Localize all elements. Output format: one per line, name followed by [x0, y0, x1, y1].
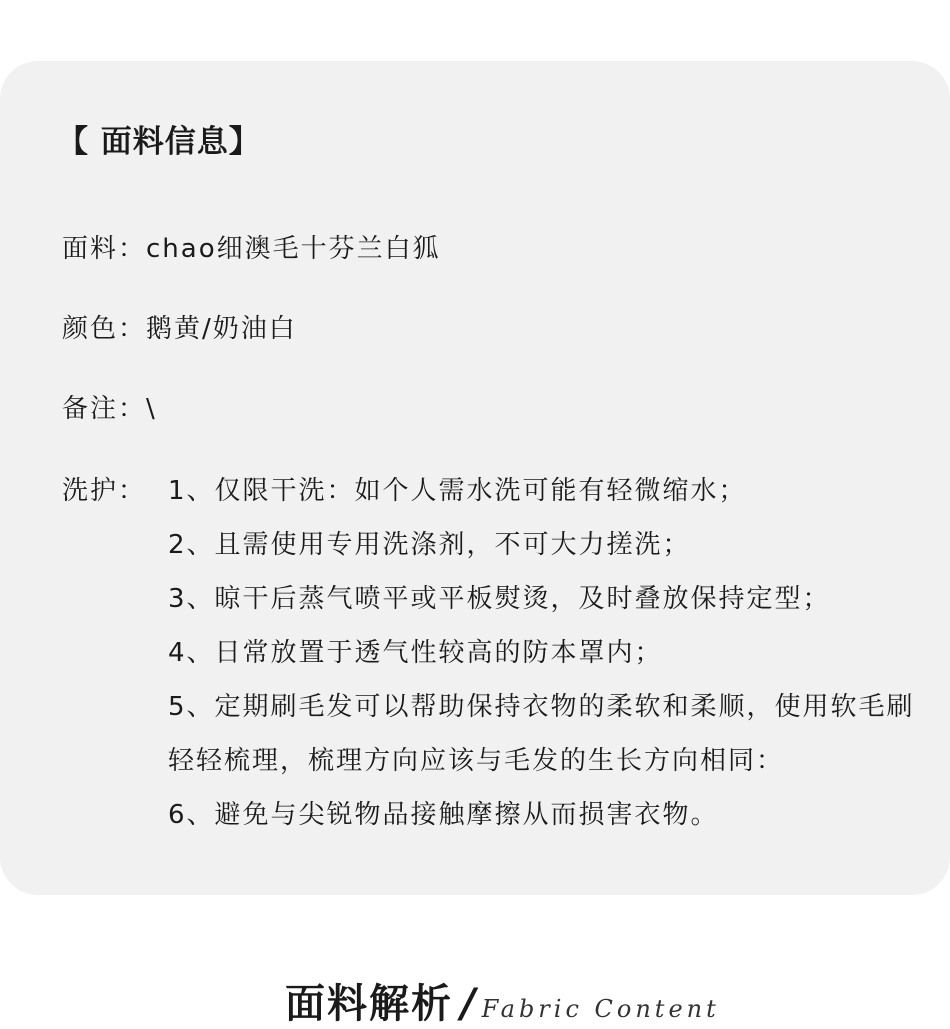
note-value: \: [146, 394, 157, 424]
color-label: 颜色：: [62, 314, 147, 344]
care-item: 6、避免与尖锐物品接触摩擦从而损害衣物。: [168, 800, 719, 830]
note-label: 备注：: [62, 394, 147, 424]
fabric-value: chao细澳毛十芬兰白狐: [146, 234, 441, 264]
fabric-row: [62, 228, 441, 265]
analysis-title-en: Fabric Content: [481, 995, 720, 1023]
note-row: [62, 388, 157, 425]
analysis-title-slash: /: [461, 981, 476, 1027]
fabric-analysis-heading: [285, 972, 720, 1029]
analysis-title-cn: 面料解析: [285, 981, 453, 1027]
care-item: 1、仅限干洗：如个人需水洗可能有轻微缩水；: [168, 476, 747, 506]
fabric-label: 面料：: [62, 234, 147, 264]
fabric-info-heading: 【 面料信息】: [57, 124, 261, 160]
care-item: 4、日常放置于透气性较高的防本罩内；: [168, 638, 663, 668]
care-label: 洗护：: [62, 476, 147, 506]
color-value: 鹅黄/奶油白: [146, 314, 297, 344]
color-row: [62, 308, 297, 345]
care-item: 3、晾干后蒸气喷平或平板熨烫，及时叠放保持定型；: [168, 584, 831, 614]
care-instructions-list: [168, 464, 938, 842]
care-item: 5、定期刷毛发可以帮助保持衣物的柔软和柔顺，使用软毛刷轻轻梳理，梳理方向应该与毛发的生长方向相同：: [168, 692, 915, 776]
care-item: 2、且需使用专用洗涤剂，不可大力搓洗；: [168, 530, 691, 560]
